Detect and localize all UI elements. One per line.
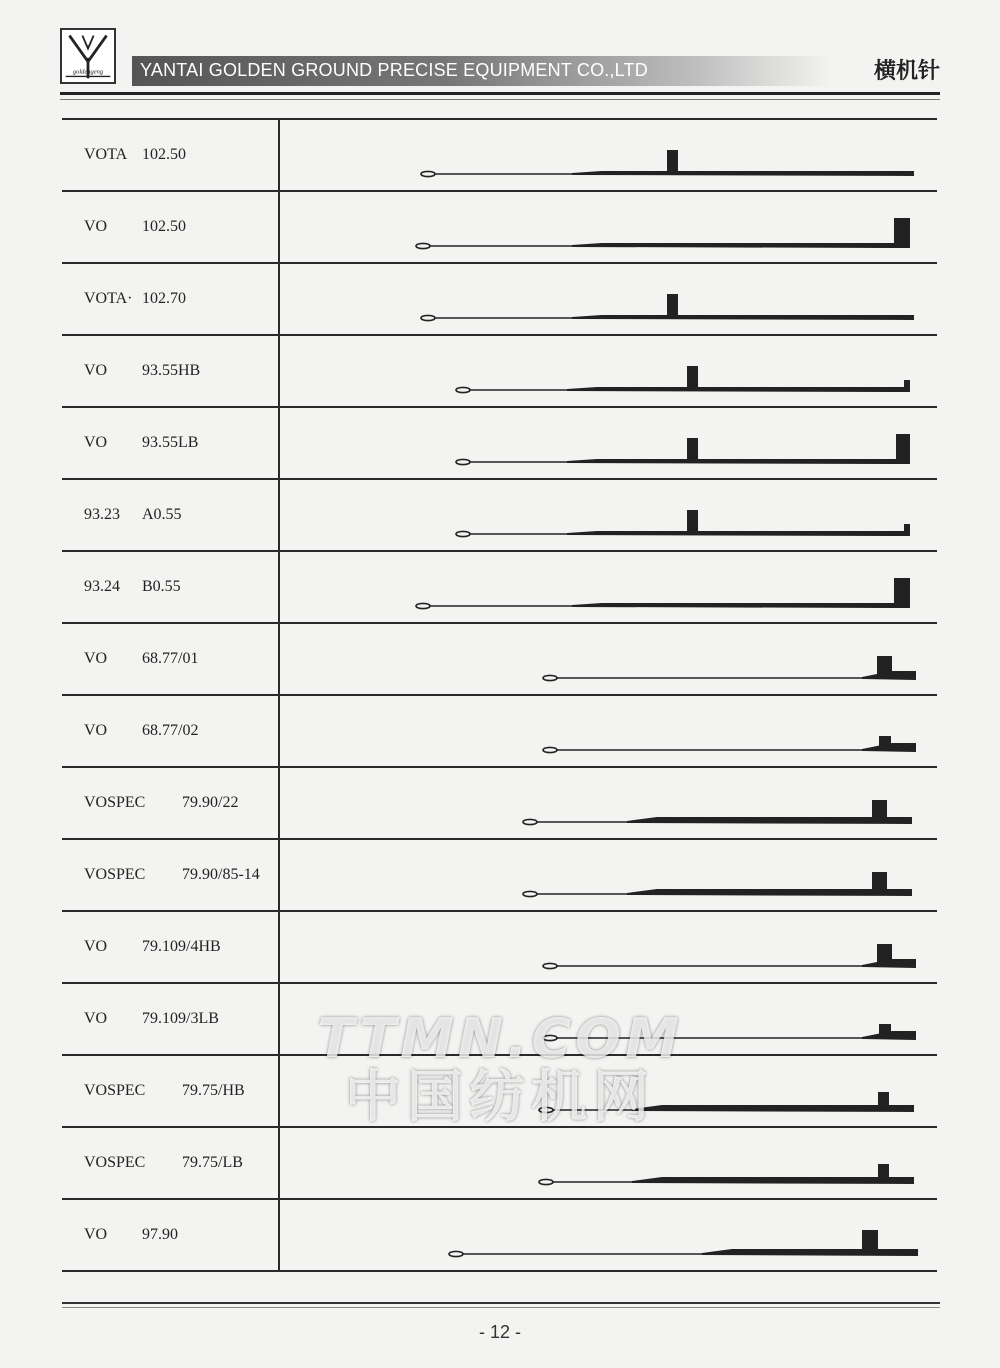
footer-rule-thin [62,1307,940,1308]
needle-end-butt [894,218,910,246]
needle-body [572,603,910,608]
needle-code: 79.109/4HB [142,938,221,955]
needle-code: 93.55LB [142,434,199,451]
needle-drawing [282,696,937,768]
needle-drawing [282,120,937,192]
needle-code: 102.50 [142,146,186,163]
needle-body [572,243,910,248]
needle-drawing [282,1200,937,1272]
needle-drawing [282,624,937,696]
needle-hook [456,531,470,536]
needle-row [62,1126,937,1198]
needle-hook [539,1179,553,1184]
column-divider [278,1200,280,1270]
needle-hook [539,1107,553,1112]
needle-row [62,550,937,622]
column-divider [278,336,280,406]
needle-code: 102.50 [142,218,186,235]
needle-end-butt [904,524,910,534]
company-name: YANTAI GOLDEN GROUND PRECISE EQUIPMENT CO.,LTD [140,60,648,80]
column-divider [278,696,280,766]
needle-butt [687,438,698,462]
needle-drawing [282,192,937,264]
company-logo [60,28,116,84]
needle-code: 68.77/02 [142,722,199,739]
needle-drawing [282,912,937,984]
needle-code: 79.75/LB [182,1154,243,1171]
needle-body [572,171,914,176]
needle-model: VOSPEC [84,1154,146,1171]
needle-row [62,1198,937,1272]
needle-drawing [282,480,937,552]
needle-drawing [282,1128,937,1200]
column-divider [278,120,280,190]
needle-butt [667,150,678,174]
needle-body [627,889,912,896]
footer-rule [62,1302,940,1304]
needle-row [62,1054,937,1130]
needle-code: 79.90/22 [182,794,239,811]
column-divider [278,264,280,334]
needle-model: VOSPEC [84,866,146,883]
needle-row [62,622,937,694]
column-divider [278,1128,280,1198]
needle-row [62,910,937,982]
header-rule [60,92,940,95]
column-divider [278,480,280,550]
needle-code: A0.55 [142,506,182,523]
needle-code: 68.77/01 [142,650,199,667]
column-divider [278,840,280,910]
needle-butt [877,656,892,678]
needle-hook [543,747,557,752]
needle-code: 79.109/3LB [142,1010,219,1027]
needle-model: VO [84,1226,108,1243]
needle-hook [416,603,430,608]
needle-hook [416,243,430,248]
needle-code: 79.75/HB [182,1082,245,1099]
needle-hook [421,315,435,320]
needle-hook [523,891,537,896]
column-divider [278,624,280,694]
needle-drawing [282,264,937,336]
needle-butt [879,1024,891,1038]
needle-hook [543,963,557,968]
needle-model: VOTA [84,146,128,163]
needle-drawing [282,984,937,1056]
needle-body [632,1177,914,1184]
needle-body [572,315,914,320]
needle-model: VOSPEC [84,1082,146,1099]
needle-butt [687,510,698,534]
needle-code: 93.55HB [142,362,201,379]
needle-code: 102.70 [142,290,186,307]
needle-butt [877,944,892,966]
needle-hook [543,1035,557,1040]
needle-row [62,766,937,838]
needle-drawing [282,336,937,408]
needle-code: 79.90/85-14 [182,866,260,883]
category-title: 横机针 [873,59,940,84]
column-divider [278,552,280,622]
needle-butt [878,1164,889,1182]
needle-model: VO [84,434,108,451]
needle-hook [543,675,557,680]
needle-model: VO [84,1010,108,1027]
needle-row [62,334,937,406]
needle-drawing [282,408,937,480]
needle-model: VO [84,362,108,379]
needle-body [702,1249,918,1256]
needle-row [62,982,937,1054]
column-divider [278,984,280,1054]
page-number: - 12 - [478,1322,521,1342]
column-divider [278,408,280,478]
needle-model: VOTA· [84,290,133,307]
needle-butt [878,1092,889,1110]
needle-butt [862,1230,878,1254]
header-rule-thin [60,99,940,100]
needle-code: B0.55 [142,578,181,595]
needle-drawing [282,768,937,840]
needle-body [567,531,910,536]
watermark-cn: 中国纺机网 [345,1065,655,1130]
needle-row [62,694,937,766]
needle-hook [523,819,537,824]
company-banner [132,56,832,86]
needle-hook [456,387,470,392]
needle-butt [872,872,887,894]
needle-hook [449,1251,463,1256]
needle-butt [687,366,698,390]
needle-drawing [282,840,937,912]
column-divider [278,1056,280,1126]
svg-text:goldengeng: goldengeng [72,68,104,76]
needle-drawing [282,1056,937,1128]
needle-model: VO [84,938,108,955]
needle-butt [667,294,678,318]
needle-row [62,118,937,190]
needle-body [627,817,912,824]
needle-end-butt [896,434,910,462]
needle-code: 97.90 [142,1226,178,1243]
needle-row [62,190,937,262]
needle-body [632,1105,914,1112]
needle-row [62,262,937,334]
needle-table [62,118,937,1272]
page-header [60,28,940,98]
column-divider [278,192,280,262]
column-divider [278,768,280,838]
needle-row [62,478,937,550]
needle-model: VO [84,722,108,739]
needle-butt [872,800,887,822]
needle-row [62,406,937,478]
needle-model: 93.24 [84,578,120,595]
needle-butt [879,736,891,750]
needle-hook [456,459,470,464]
needle-end-butt [894,578,910,606]
needle-body [567,387,910,392]
column-divider [278,912,280,982]
needle-hook [421,171,435,176]
needle-model: 93.23 [84,506,120,523]
needle-body [567,459,910,464]
needle-model: VO [84,218,108,235]
needle-end-butt [904,380,910,390]
needle-model: VO [84,650,108,667]
needle-row [62,838,937,910]
watermark-url: TTMN.COM [317,1007,683,1070]
needle-model: VOSPEC [84,794,146,811]
needle-drawing [282,552,937,624]
